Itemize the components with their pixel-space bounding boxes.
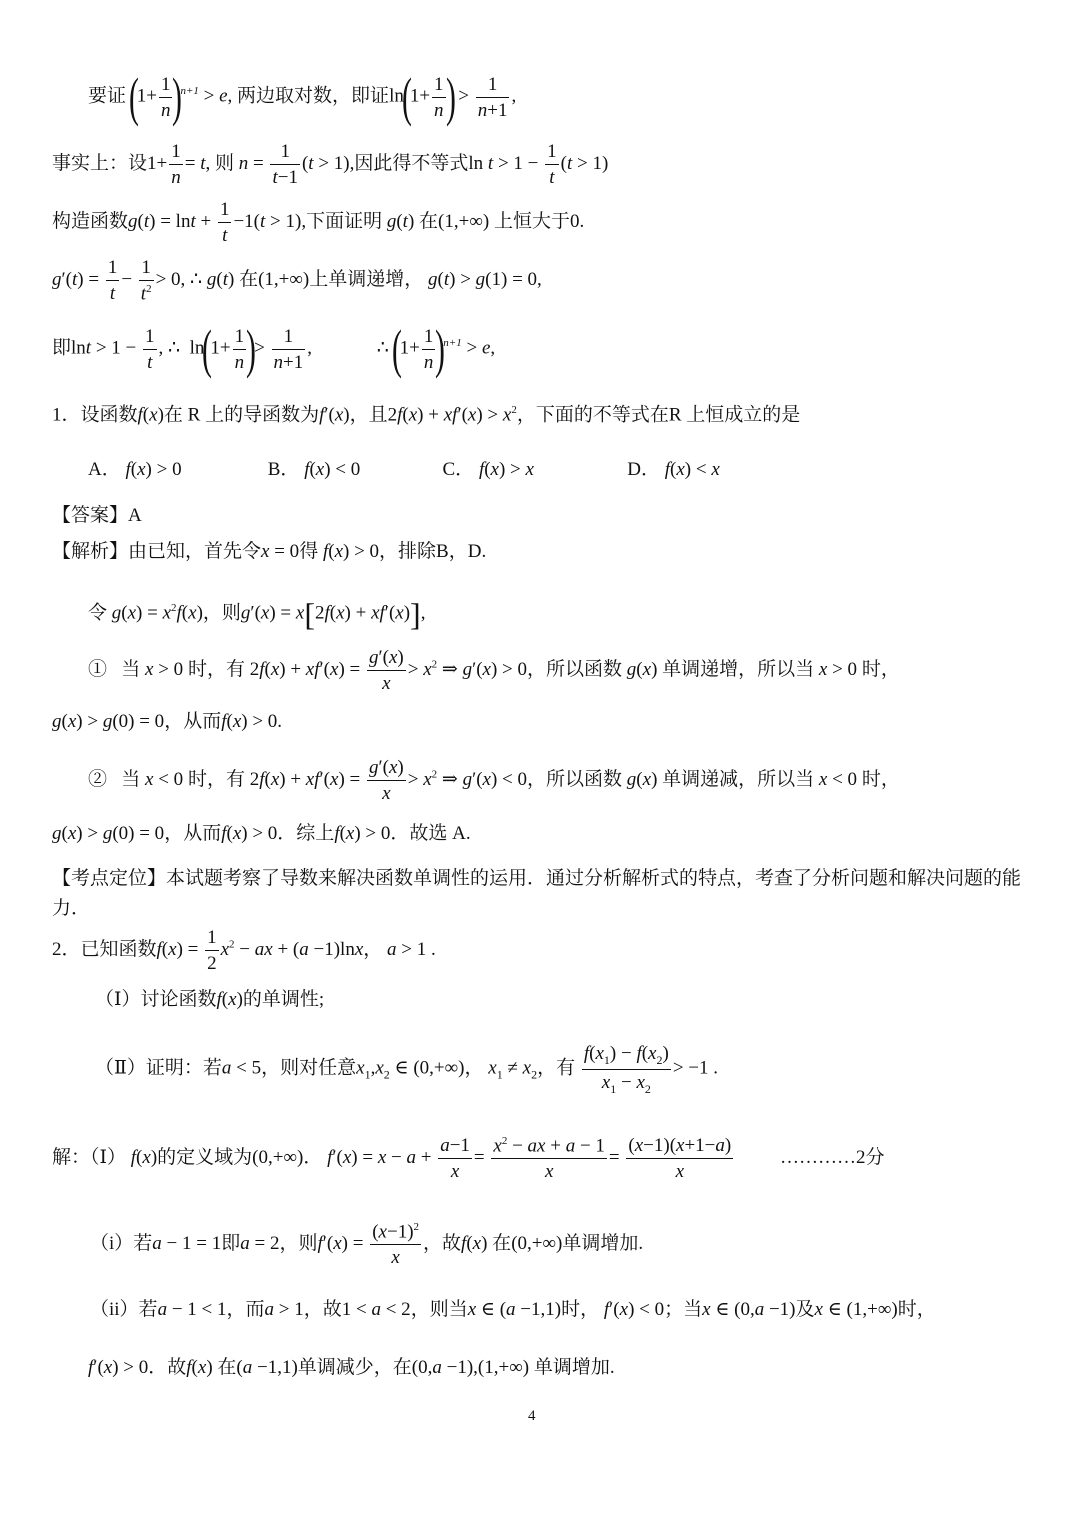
text-segment: ．故选 A.: [390, 823, 471, 844]
text-segment: （ii）若: [90, 1299, 158, 1320]
keypoint-tag: 【考点定位】: [52, 868, 167, 889]
text-segment: ，所以函数: [527, 658, 623, 680]
keypoint-text: 本试题考察了导数来解决函数单调性的运用．通过分析解析式的特点，考查了分析问题和解决问题的能力．: [52, 868, 1022, 919]
option-d[interactable]: D． f(x) < x: [627, 459, 720, 480]
text-segment: 下面证明: [306, 210, 383, 232]
q1-case1: ① 当 x > 0 时，有 2f(x) + xf′(x) = $\frac{g'(x)}{x}$ > $x^2$ ⇒ g′(x) > 0，所以函数 g(x) 单调递增，所以当 x > 0 时，: [88, 647, 900, 694]
page-number: 4: [528, 1408, 536, 1424]
text-segment: ，从而: [164, 711, 222, 732]
q1-keypoint: [52, 864, 1037, 924]
text-segment: ，排除B，D.: [379, 541, 487, 562]
text-segment: ，而: [226, 1299, 265, 1320]
proof-line-1: 要证 (1+ $\frac{1}{n}$ )$^{n+1}$ > e, 两边取对数，即证ln(1+ $\frac{1}{n}$ ) > $\frac{1}{n+1}$ ,: [88, 67, 517, 127]
text-segment: 时，: [897, 1299, 936, 1320]
text-segment: ，且: [349, 404, 388, 426]
text-segment: ．综上: [277, 823, 335, 844]
proof-line-3: 构造函数g(t) = lnt + $\frac{1}{t}$ −1(t > 1),下面证明 g(t) 在(1,+∞) 上恒大于0.: [52, 199, 585, 246]
score-marker: …………2分: [779, 1147, 885, 1169]
text-segment: 单调递减，所以当: [662, 768, 815, 790]
text-segment: （i）若: [90, 1233, 153, 1255]
text-segment: 即: [221, 1233, 241, 1255]
text-segment: 要证: [88, 85, 127, 107]
q1-answer: [52, 506, 142, 525]
text-segment: 的单调性;: [242, 989, 325, 1010]
q1-case1-result: g(x) > g(0) = 0，从而f(x) > 0.: [52, 711, 283, 732]
text-segment: 时，: [861, 768, 900, 790]
text-segment: ，则对任意: [261, 1057, 357, 1079]
text-segment: 令: [88, 602, 108, 624]
text-segment: 得: [299, 541, 319, 562]
text-segment: 两边取对数，即证: [237, 85, 390, 107]
q2-part1: （Ⅰ）讨论函数f(x)的单调性;: [95, 989, 325, 1010]
text-segment: 由已知，首先令: [128, 541, 262, 562]
text-segment: 因此得不等式: [354, 152, 469, 174]
text-segment: 事实上：设: [52, 152, 148, 174]
text-segment: ，则当: [410, 1299, 468, 1320]
text-segment: 在: [419, 210, 439, 232]
option-c[interactable]: C． f(x) > x: [442, 459, 534, 480]
text-segment: ，故: [423, 1233, 462, 1255]
text-segment: 时，: [561, 1299, 600, 1320]
q2-case-ii-result: f′(x) > 0．故f(x) 在(a −1,1)单调减少，在(0,a −1),(1,+∞) 单调增加.: [88, 1357, 615, 1378]
option-a[interactable]: A． f(x) > 0: [88, 459, 182, 480]
text-segment: ，有: [537, 1057, 576, 1079]
text-segment: （Ⅰ）讨论函数: [95, 989, 217, 1010]
q2-case-ii: （ii）若a − 1 < 1，而a > 1，故1 < a < 2，则当x ∈ (a −1,1)时， f′(x) < 0；当x ∈ (0,a −1)及x ∈ (1,+∞)时，: [90, 1299, 936, 1320]
text-segment: 时，: [861, 658, 900, 680]
q1-let-line: 令 $g(x) = x^2f(x)$，则g′(x) = x[2f(x) + xf′(x)],: [88, 596, 426, 632]
text-segment: ，所以函数: [527, 768, 623, 790]
proof-line-4: g′(t) = $\frac{1}{t}$ − $\frac{1}{t^2}$ > 0, ∴ g(t) 在(1,+∞)上单调递增， g(t) > g(1) = 0,: [52, 257, 542, 305]
text-segment: ；当: [664, 1299, 703, 1320]
text-segment: ，下面的不等式在R 上恒成立的是: [516, 404, 801, 426]
q2-part2: （Ⅱ）证明：若a < 5，则对任意$x_1,x_2$ ∈ (0,+∞)， $x_1 \ne x_2$，有 $\frac{f(x_1) - f(x_2)}{x_1 - x_2}$ > −1 .: [95, 1043, 718, 1096]
answer-tag: 【答案】: [52, 505, 129, 526]
text-segment: 构造函数: [52, 210, 129, 232]
text-segment: 单调递增，所以当: [662, 658, 815, 680]
q2-number: 2．已知函数: [52, 938, 157, 960]
text-segment: 当: [121, 658, 141, 680]
text-segment: 当: [121, 768, 141, 790]
text-segment: 时，有: [187, 768, 245, 790]
text-segment: ，故: [303, 1299, 342, 1320]
text-segment: 单调增加.: [562, 1233, 644, 1255]
q2-solution-1: 解：（Ⅰ） f(x)的定义域为(0,+∞)． f′(x) = x − a + $\frac{a-1}{x}$ = $\frac{x^2 - ax + a - 1}{x}$ = $\frac{(x-1)(x+1-a)}{x}$ …………2分: [52, 1135, 885, 1183]
text-segment: （Ⅱ）证明：若: [95, 1057, 222, 1079]
text-segment: 单调减少，在: [297, 1357, 412, 1378]
text-segment: 单调增加.: [533, 1357, 615, 1378]
q2-case-i: （i）若a − 1 = 1即a = 2，则f′(x) = $\frac{(x-1)^2}{x}$ ，故f(x) 在(0,+∞)单调增加.: [90, 1221, 644, 1269]
case-marker: ②: [88, 768, 108, 790]
answer-value: A: [128, 505, 142, 526]
text-segment: 即: [52, 337, 72, 359]
analysis-tag: 【解析】: [52, 541, 129, 562]
text-segment: 在: [239, 269, 259, 291]
proof-line-2: 事实上：设1+ $\frac{1}{n}$ = t, 则 n = $\frac{1}{t-1}$ (t > 1),因此得不等式ln t > 1 − $\frac{1}{t}$ (t > 1): [52, 141, 609, 188]
text-segment: 在: [217, 1357, 237, 1378]
q1-case2-result: g(x) > g(0) = 0，从而f(x) > 0．综上f(x) > 0．故选 A.: [52, 823, 471, 844]
text-segment: ，从而: [164, 823, 222, 844]
q1-analysis: 【解析】由已知，首先令x = 0得 f(x) > 0，排除B，D.: [52, 541, 487, 562]
text-segment: 时，有: [187, 658, 245, 680]
text-segment: ，则: [279, 1233, 318, 1255]
text-segment: 在: [492, 1233, 512, 1255]
text-segment: 的定义域为: [157, 1147, 253, 1169]
text-segment: 解：（Ⅰ）: [52, 1147, 127, 1169]
text-segment: 及: [795, 1299, 815, 1320]
option-b[interactable]: B． f(x) < 0: [267, 459, 361, 480]
q2-stem: 2．已知函数f(x) = $\frac{1}{2}$ $x^2$ − ax + (a −1)lnx， a > 1 .: [52, 927, 436, 974]
proof-line-5: 即lnt > 1 − $\frac{1}{t}$ , ∴ ln(1+ $\frac{1}{n}$ )> $\frac{1}{n+1}$ , ∴ (1+ $\frac{1}{n}$ )$^{n+1}$ > e,: [52, 319, 496, 379]
text-segment: 上恒大于: [493, 210, 570, 232]
q1-stem: 1．设函数f(x)在 R 上的导函数为f′(x)，且$2f(x) + xf'(x) > x^2$，下面的不等式在R 上恒成立的是: [52, 404, 801, 426]
q1-case2: ② 当 x < 0 时，有 2f(x) + xf′(x) = $\frac{g'(x)}{x}$ > $x^2$ ⇒ g′(x) < 0，所以函数 g(x) 单调递减，所以当 x < 0 时，: [88, 757, 900, 804]
text-segment: ．故: [148, 1357, 187, 1378]
text-segment: 在 R 上的导函数为: [163, 404, 320, 426]
text-segment: 上单调递增，: [309, 269, 424, 291]
text-segment: ，则: [202, 602, 241, 624]
q1-number: 1．设函数: [52, 404, 138, 426]
case-marker: ①: [88, 658, 108, 680]
q1-options: [88, 460, 720, 479]
